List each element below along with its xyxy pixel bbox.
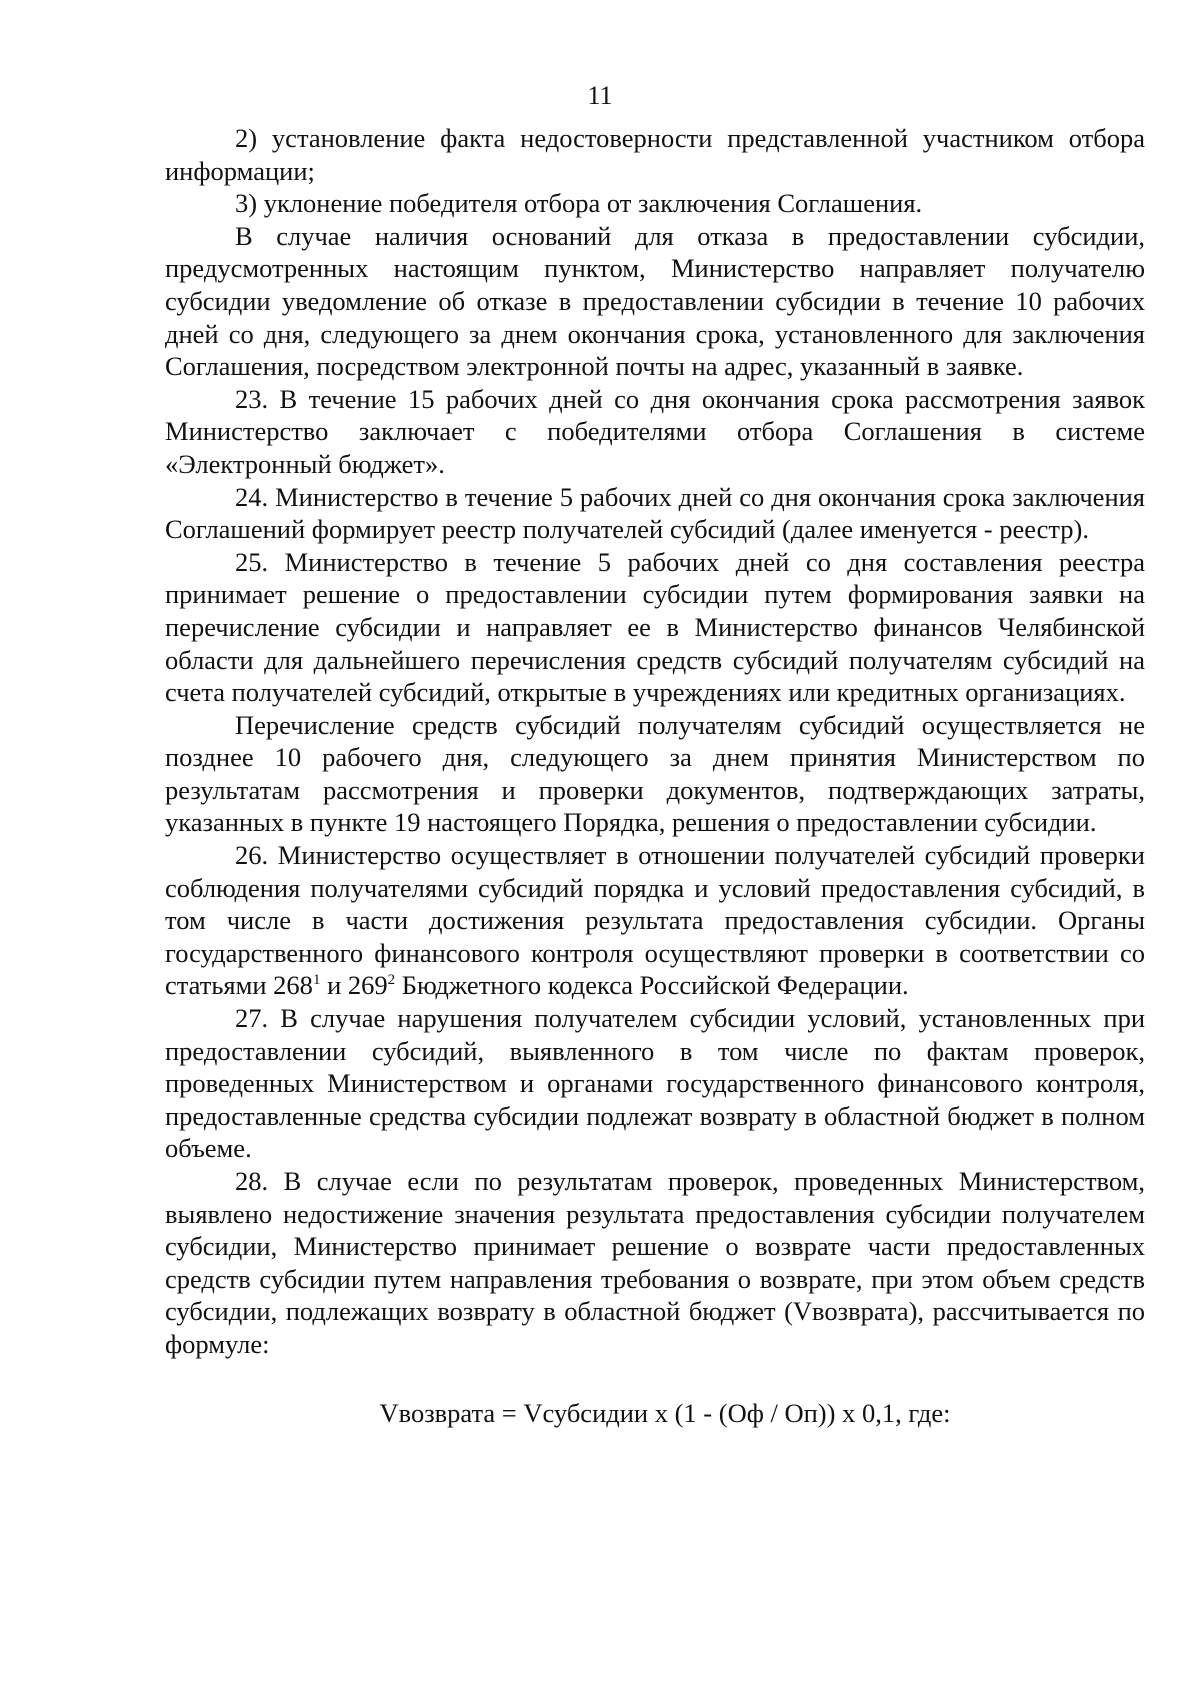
paragraph-25: 25. Министерство в течение 5 рабочих дней со дня составления реестра принимает решение о предоставлении субсидии путем формирования заявки на перечисление субсидии и направляет ее в Министерство финансов Челябинской области для дальнейшего перечисления средств субсидий получателям субсидий на счета получателей субсидий, открытые в учреждениях или кредитных организациях. [165,546,1145,708]
paragraph-transfer: Перечисление средств субсидий получателям субсидий осуществляется не позднее 10 рабочего дня, следующего за днем принятия Министерством по результатам рассмотрения и проверки документов, подтверждающих затраты, указанных в пункте 19 настоящего Порядка, решения о предоставлении субсидии. [165,709,1145,838]
formula: Vвозврата = Vсубсидии x (1 - (Оф / Оп)) x 0,1, где: [379,1397,951,1428]
paragraph-26-text-a: 26. Министерство осуществляет в отношении получателей субсидий проверки соблюдения получателями субсидий порядка и условий предоставления субсидий, в том числе в части достижения результата предоставления субсидии. Органы государственного финансового контроля осуществляют проверки в соответствии со статьями 268 [165,840,1145,1001]
superscript-1: 1 [312,972,321,989]
paragraph-refusal-notice: В случае наличия оснований для отказа в предоставлении субсидии, предусмотренных настоящим пунктом, Министерство направляет получателю субсидии уведомление об отказе в предоставлении субсидии в течение 10 рабочих дней со дня, следующего за днем окончания срока, установленного для заключения Соглашения, посредством электронной почты на адрес, указанный в заявке. [165,220,1145,382]
paragraph-item-3: 3) уклонение победителя отбора от заключения Соглашения. [235,188,923,219]
paragraph-26 [165,839,1145,1002]
page-number: 11 [587,81,613,110]
paragraph-24: 24. Министерство в течение 5 рабочих дней со дня окончания срока заключения Соглашений формирует реестр получателей субсидий (далее именуется - реестр). [165,481,1145,545]
paragraph-27: 27. В случае нарушения получателем субсидии условий, установленных при предоставлении субсидий, выявленного в том числе по фактам проверок, проведенных Министерством и органами государственного финансового контроля, предоставленные средства субсидии подлежат возврату в областной бюджет в полном объеме. [165,1003,1145,1164]
paragraph-23: 23. В течение 15 рабочих дней со дня окончания срока рассмотрения заявок Министерство заключает с победителями отбора Соглашения в системе «Электронный бюджет». [165,383,1145,479]
paragraph-28: 28. В случае если по результатам проверок, проведенных Министерством, выявлено недостижение значения результата предоставления субсидии получателем субсидии, Министерство принимает решение о возврате части предоставленных средств субсидии путем направления требования о возврате, при этом объем средств субсидии, подлежащих возврату в областной бюджет (Vвозврата), рассчитывается по формуле: [165,1166,1145,1359]
superscript-2: 2 [387,972,396,989]
paragraph-item-2: 2) установление факта недостоверности представленной участником отбора информации; [165,123,1145,186]
document-body [165,122,1145,1429]
paragraph-26-text-b: и 269 [320,970,388,1001]
paragraph-26-text-c: Бюджетного кодекса Российской Федерации. [395,970,909,1001]
